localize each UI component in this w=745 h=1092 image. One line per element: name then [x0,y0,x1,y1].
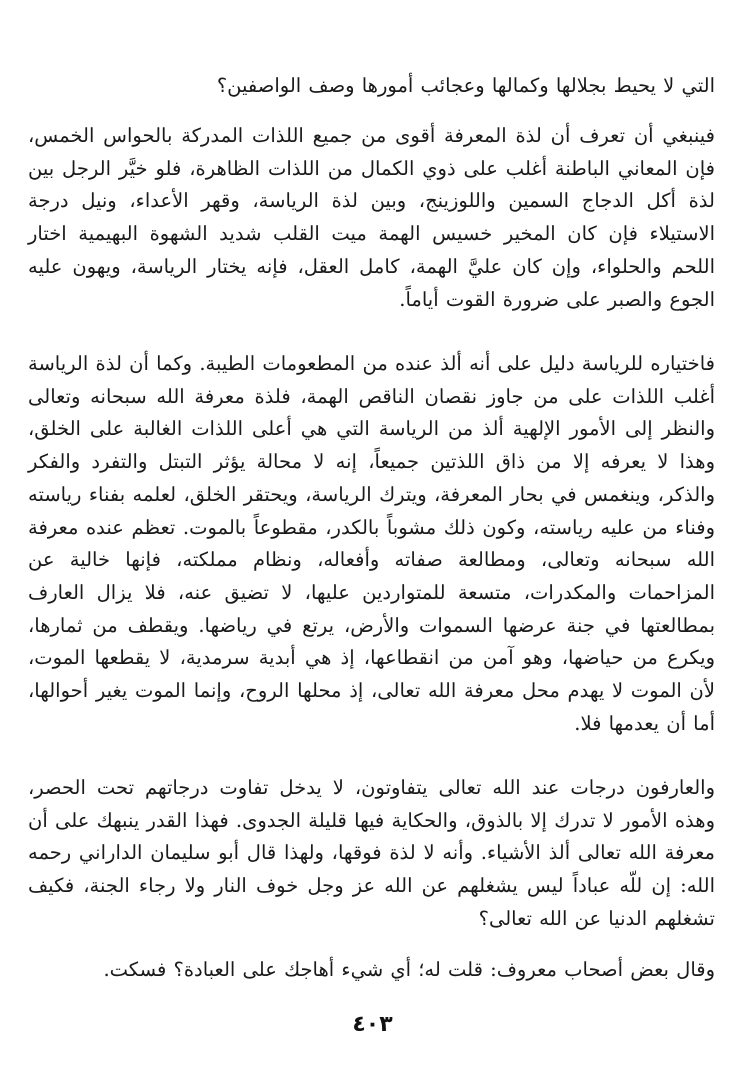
paragraph-2: فاختياره للرياسة دليل على أنه ألذ عنده من المطعومات الطيبة. وكما أن لذة الرياسة أغلب اللذات على من جاوز نقصان الناقص الهمة، فلذة معرفة الله سبحانه وتعالى والنظر إلى الأمور الإلهية ألذ من الرياسة التي هي أعلى اللذات الغالبة على الخلق، وهذا لا يعرفه إلا من ذاق اللذتين جميعاً، إنه لا محالة يؤثر التبتل والتفرد والفكر والذكر، وينغمس في بحار المعرفة، ويترك الرياسة، ويحتقر الخلق، لعلمه بفناء رياسته وفناء من عليه رياسته، وكون ذلك مشوباً بالكدر، مقطوعاً بالموت. تعظم عنده معرفة الله سبحانه وتعالى، ومطالعة صفاته وأفعاله، ونظام مملكته، فإنها خالية عن المزاحمات والمكدرات، متسعة للمتواردين عليها، لا تضيق عنه، فلا يزال العارف بمطالعتها في جنة عرضها السموات والأرض، يرتع في رياضها. ويقطف من ثمارها، ويكرع من حياضها، وهو آمن من انقطاعها، إذ هي أبدية سرمدية، لا يقطعها الموت، لأن الموت لا يهدم محل معرفة الله تعالى، إذ محلها الروح، وإنما الموت يغير أحوالها، أما أن يعدمها فلا. [28,352,715,735]
paragraph-4: وقال بعض أصحاب معروف: قلت له؛ أي شيء أهاجك على العبادة؟ فسكت. [103,958,715,981]
page-number: ٤٠٣ [352,1012,393,1037]
paragraph-3: والعارفون درجات عند الله تعالى يتفاوتون، لا يدخل تفاوت درجاتهم تحت الحصر، وهذه الأمور لا تدرك إلا بالذوق، والحكاية فيها قليلة الجدوى. فهذا القدر ينبهك على أن معرفة الله تعالى ألذ الأشياء. وأنه لا لذة فوقها، ولهذا قال أبو سليمان الداراني رحمه الله: إن للّه عباداً ليس يشغلهم عن الله عز وجل خوف النار ولا رجاء الجنة، فكيف تشغلهم الدنيا عن الله تعالى؟ [28,776,715,930]
continuation-line: التي لا يحيط بجلالها وكمالها وعجائب أمورها وصف الواصفين؟ [216,74,715,97]
paragraph-1: فينبغي أن تعرف أن لذة المعرفة أقوى من جميع اللذات المدركة بالحواس الخمس، فإن المعاني الباطنة أغلب على ذوي الكمال من اللذات الظاهرة، فلو خيَّر الرجل بين لذة أكل الدجاج السمين واللوزينج، وبين لذة الرياسة، وقهر الأعداء، ونيل درجة الاستيلاء فإن كان المخير خسيس الهمة ميت القلب شديد الشهوة البهيمية اختار اللحم والحلواء، وإن كان عليَّ الهمة، كامل العقل، فإنه يختار الرياسة، ويهون عليه الجوع والصبر على ضرورة القوت أياماً. [28,124,715,311]
